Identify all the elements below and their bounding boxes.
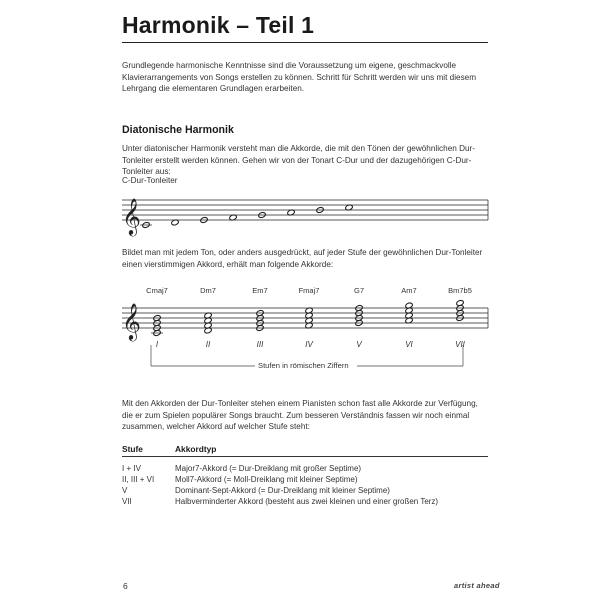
roman-numeral: VI — [405, 340, 413, 349]
section-paragraph-2: Bildet man mit jedem Ton, oder anders ausgedrückt, auf jeder Stufe der gewöhnlichen Dur-Tonleiter einen vierstimmigen Akkord, erhält man folgende Akkorde: — [122, 248, 483, 269]
chord-name: Dm7 — [200, 286, 216, 295]
roman-numeral: I — [155, 340, 159, 349]
roman-numeral: V — [356, 340, 362, 349]
roman-numeral: II — [205, 340, 211, 349]
section-paragraph-3: Mit den Akkorden der Dur-Tonleiter stehen einem Pianisten schon fast alle Akkorde zur Verfügung, die er zum Spielen populärer Songs braucht. Zum besseren Verständnis fassen wir noch einmal zusammen, welcher Akkord auf welcher Stufe steht: — [122, 399, 478, 432]
roman-numeral: III — [256, 340, 264, 349]
treble-clef-icon: 𝄞 — [122, 302, 141, 340]
treble-clef-icon: 𝄞 — [122, 197, 141, 235]
intro-paragraph: Grundlegende harmonische Kenntnisse sind die Voraussetzung um eigene, geschmackvolle Klavierarrangements von Songs erstellen zu können. Schritt für Schritt werden wir uns mit diesem Lehrgang die elementaren Grundlagen erarbeiten. — [122, 61, 477, 94]
table-row: V — [122, 486, 128, 495]
table-rule — [122, 456, 488, 457]
bracket-label: Stufen in römischen Ziffern — [258, 361, 349, 370]
chord-name: Em7 — [252, 286, 268, 295]
section-heading: Diatonische Harmonik — [122, 124, 234, 136]
page-number: 6 — [123, 581, 128, 591]
chord-name: Bm7b5 — [448, 286, 472, 295]
table-row: Halbverminderter Akkord (besteht aus zwei kleinen und einer großen Terz) — [175, 497, 439, 506]
scale-label: C-Dur-Tonleiter — [122, 176, 178, 185]
table-row: II, III + VI — [122, 475, 155, 484]
table-row: VII — [122, 497, 132, 506]
publisher-logo: artist ahead — [454, 581, 500, 590]
table-row: I + IV — [122, 464, 141, 473]
chord-name: G7 — [353, 286, 364, 295]
page-title: Harmonik – Teil 1 — [122, 12, 315, 38]
roman-numeral: IV — [305, 340, 313, 349]
table-header-stufe: Stufe — [122, 444, 143, 454]
table-row: Major7-Akkord (= Dur-Dreiklang mit großer Septime) — [175, 464, 362, 473]
section-paragraph-1: Unter diatonischer Harmonik versteht man die Akkorde, die mit den Tönen der gewöhnlichen Dur-Tonleiter erstellt werden können. Gehen wir von der Tonart C-Dur und der dazugehörigen C-Dur-Tonleiter aus: — [122, 144, 476, 177]
table-row: Moll7-Akkord (= Moll-Dreiklang mit kleiner Septime) — [175, 475, 358, 484]
table-header-akkordtyp: Akkordtyp — [175, 444, 217, 454]
roman-numeral: VII — [455, 340, 465, 349]
chord-name: Cmaj7 — [146, 286, 168, 295]
chord-name: Fmaj7 — [298, 286, 320, 295]
table-row: Dominant-Sept-Akkord (= Dur-Dreiklang mit kleiner Septime) — [175, 486, 390, 495]
chord-name: Am7 — [401, 286, 417, 295]
